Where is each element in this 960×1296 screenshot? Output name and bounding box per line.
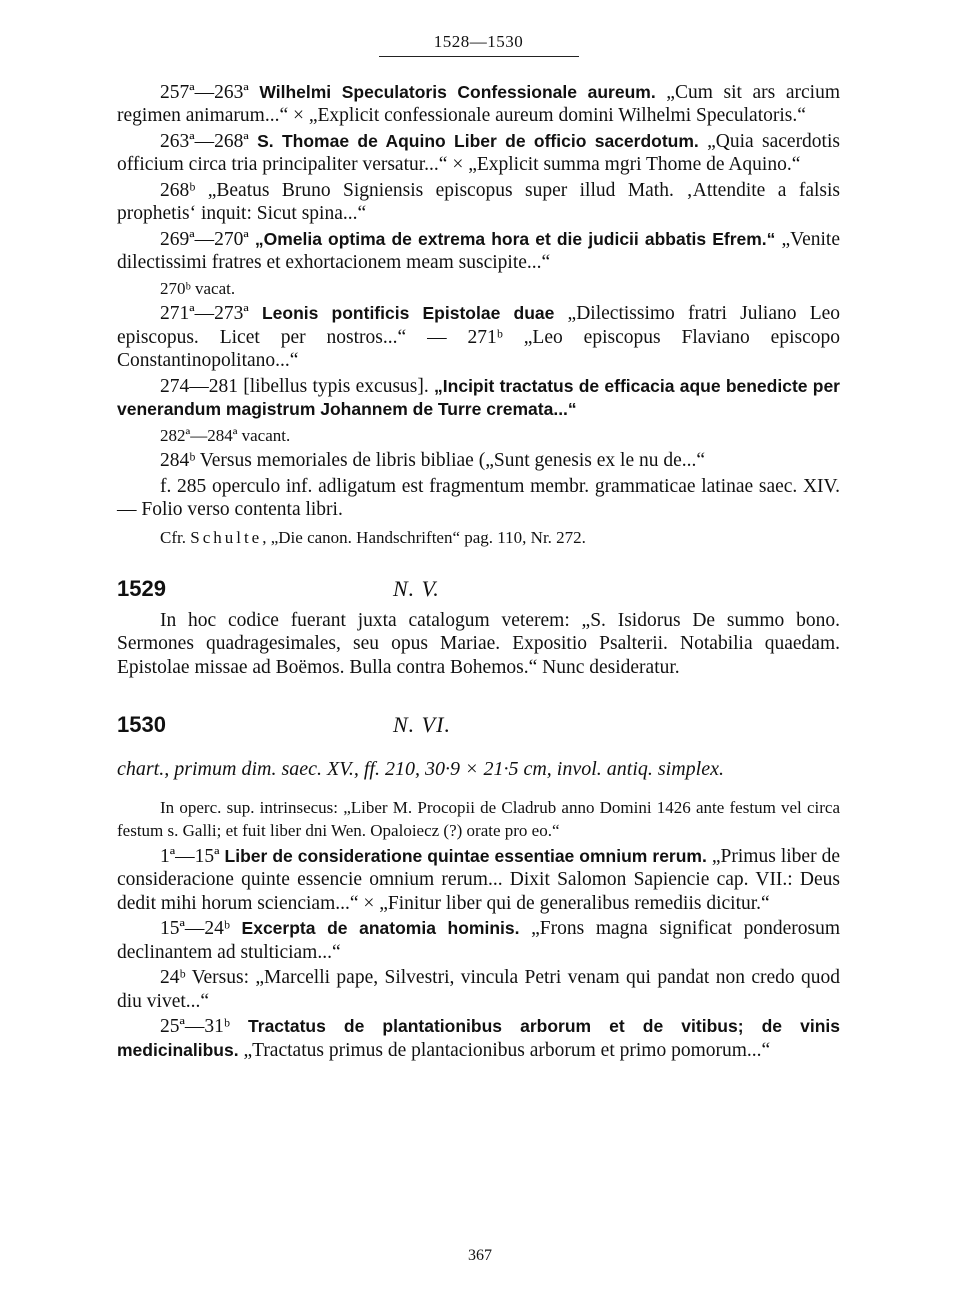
entry-25a bbox=[117, 1015, 840, 1062]
cfr-prefix: Cfr. bbox=[160, 527, 191, 547]
page-number: 367 bbox=[468, 1247, 492, 1264]
entry-title: „Incipit tractatus de efficacia aque benedicte per venerandum magistrum Johannem de Turre cremata...“ bbox=[117, 375, 840, 419]
entry-text: „Dilectissimo fratri Juliano Leo episcopus. Licet per nostros...“ — 271ᵇ „Leo episcopus Flaviano episcopo Constantinopolitano...“ bbox=[117, 303, 841, 371]
entry-text: „Venite dilectissimi fratres et exhortacionem meam suscipite...“ bbox=[117, 228, 840, 273]
entry-title: Excerpta de anatomia hominis. bbox=[241, 918, 520, 938]
entry-15a bbox=[117, 917, 840, 964]
folio-ref: 274—281 bbox=[160, 375, 238, 397]
entry-title: Leonis pontificis Epistolae duae bbox=[261, 303, 555, 323]
codex-description: chart., primum dim. saec. XV., ff. 210, 30·9 × 21·5 cm, invol. antiq. simplex. bbox=[117, 757, 724, 780]
vacat-note: 282ª—284ª vacant. bbox=[160, 425, 291, 445]
folio-ref: 15ª—24ᵇ bbox=[160, 918, 230, 939]
bibliography-note bbox=[117, 526, 840, 550]
entry-268b bbox=[117, 179, 840, 226]
entry-text: „Primus liber de consideracione quinte essencie omnium rerum... Dixit Salomon Sapiencie cap. VII.: Deus dedit mihi horum scienciam...“ × „Finitur liber qui de generalibus remediis dicitur.“ bbox=[117, 845, 841, 914]
entry-24b bbox=[117, 966, 840, 1013]
entry-text: Versus: „Marcelli pape, Silvestri, vincula Petri venam qui pandat non credo quod diu vivet...“ bbox=[117, 967, 840, 1012]
folio-ref: 257ª—263ª bbox=[160, 81, 249, 103]
codex-heading-1530 bbox=[117, 713, 840, 737]
entry-text: „Cum sit ars arcium regimen animarum...“ × „Explicit confessionale aureum domini Wilhelmi Speculatoris.“ bbox=[117, 81, 840, 126]
entry-text: „Frons magna significat ponderosum declinantem ad stulticiam...“ bbox=[117, 918, 841, 963]
entry-274 bbox=[117, 375, 840, 422]
entry-title: Tractatus de plantationibus arborum et de vitibus; de vinis medicinalibus. bbox=[117, 1016, 841, 1060]
folio-ref: 24ᵇ bbox=[160, 967, 186, 988]
entry-title: Wilhelmi Speculatoris Confessionale aureum. bbox=[259, 81, 656, 102]
entry-title: S. Thomae de Aquino Liber de officio sacerdotum. bbox=[257, 130, 699, 151]
folio-ref: 269ª—270ª bbox=[160, 228, 249, 250]
cfr-author: Schulte bbox=[190, 527, 263, 547]
codex-signature: N. VI. bbox=[393, 712, 451, 737]
folio-ref: 1ª—15ª bbox=[160, 845, 220, 867]
cfr-rest: , „Die canon. Handschriften“ pag. 110, Nr. 272. bbox=[262, 527, 586, 547]
folio-ref: 271ª—273ª bbox=[160, 303, 249, 324]
folio-ref: 25ª—31ᵇ bbox=[160, 1016, 230, 1037]
entry-263 bbox=[117, 130, 840, 177]
entry-284b: 284ᵇ Versus memoriales de libris bibliae („Sunt genesis ex le nu de...“ bbox=[160, 450, 706, 471]
codex-heading-1529 bbox=[117, 577, 840, 601]
entry-text: [libellus typis excusus]. bbox=[238, 375, 435, 397]
page bbox=[117, 30, 840, 1064]
entry-text: „Beatus Bruno Signiensis episcopus super illud Math. ‚Attendite a falsis prophetis‘ inquit: Sicut spina...“ bbox=[117, 179, 840, 224]
entry-285: f. 285 operculo inf. adligatum est fragmentum membr. grammaticae latinae saec. XIV. — Folio verso contenta libri. bbox=[117, 475, 840, 520]
running-header: 1528—1530 bbox=[379, 30, 579, 57]
entry-title: Liber de consideratione quintae essentiae omnium rerum. bbox=[224, 845, 707, 866]
operculum-note: In operc. sup. intrinsecus: „Liber M. Procopii de Cladrub anno Domini 1426 ante festum vel circa festum s. Galli; et fuit liber dni Wen. Opaloiecz (?) orate pro eo.“ bbox=[117, 797, 840, 840]
codex-1529-text: In hoc codice fuerant juxta catalogum veterem: „S. Isidorus De summo bono. Sermones quadragesimales, seu opus Mariae. Expositio Psalterii. Notabilia quaedam. Epistolae missae ad Boëmos. Bulla contra Bohemos.“ Nunc desideratur. bbox=[117, 609, 840, 678]
entry-271 bbox=[117, 302, 840, 373]
codex-number: 1529 bbox=[117, 576, 166, 601]
codex-signature: N. V. bbox=[393, 576, 440, 601]
folio-ref: 268ᵇ bbox=[160, 179, 196, 201]
folio-ref: 263ª—268ª bbox=[160, 130, 249, 152]
entry-257 bbox=[117, 81, 840, 128]
entry-text: „Tractatus primus de plantacionibus arborum et primo pomorum...“ bbox=[238, 1039, 771, 1061]
entry-title: „Omelia optima de extrema hora et die judicii abbatis Efrem.“ bbox=[254, 228, 776, 249]
entry-269 bbox=[117, 228, 840, 275]
vacat-note: 270ᵇ vacat. bbox=[160, 278, 236, 298]
entry-text: „Quia sacerdotis officium circa tria principaliter versatur...“ × „Explicit summa mgri Thome de Aquino.“ bbox=[117, 130, 840, 175]
entry-1a bbox=[117, 845, 840, 916]
codex-number: 1530 bbox=[117, 712, 166, 737]
